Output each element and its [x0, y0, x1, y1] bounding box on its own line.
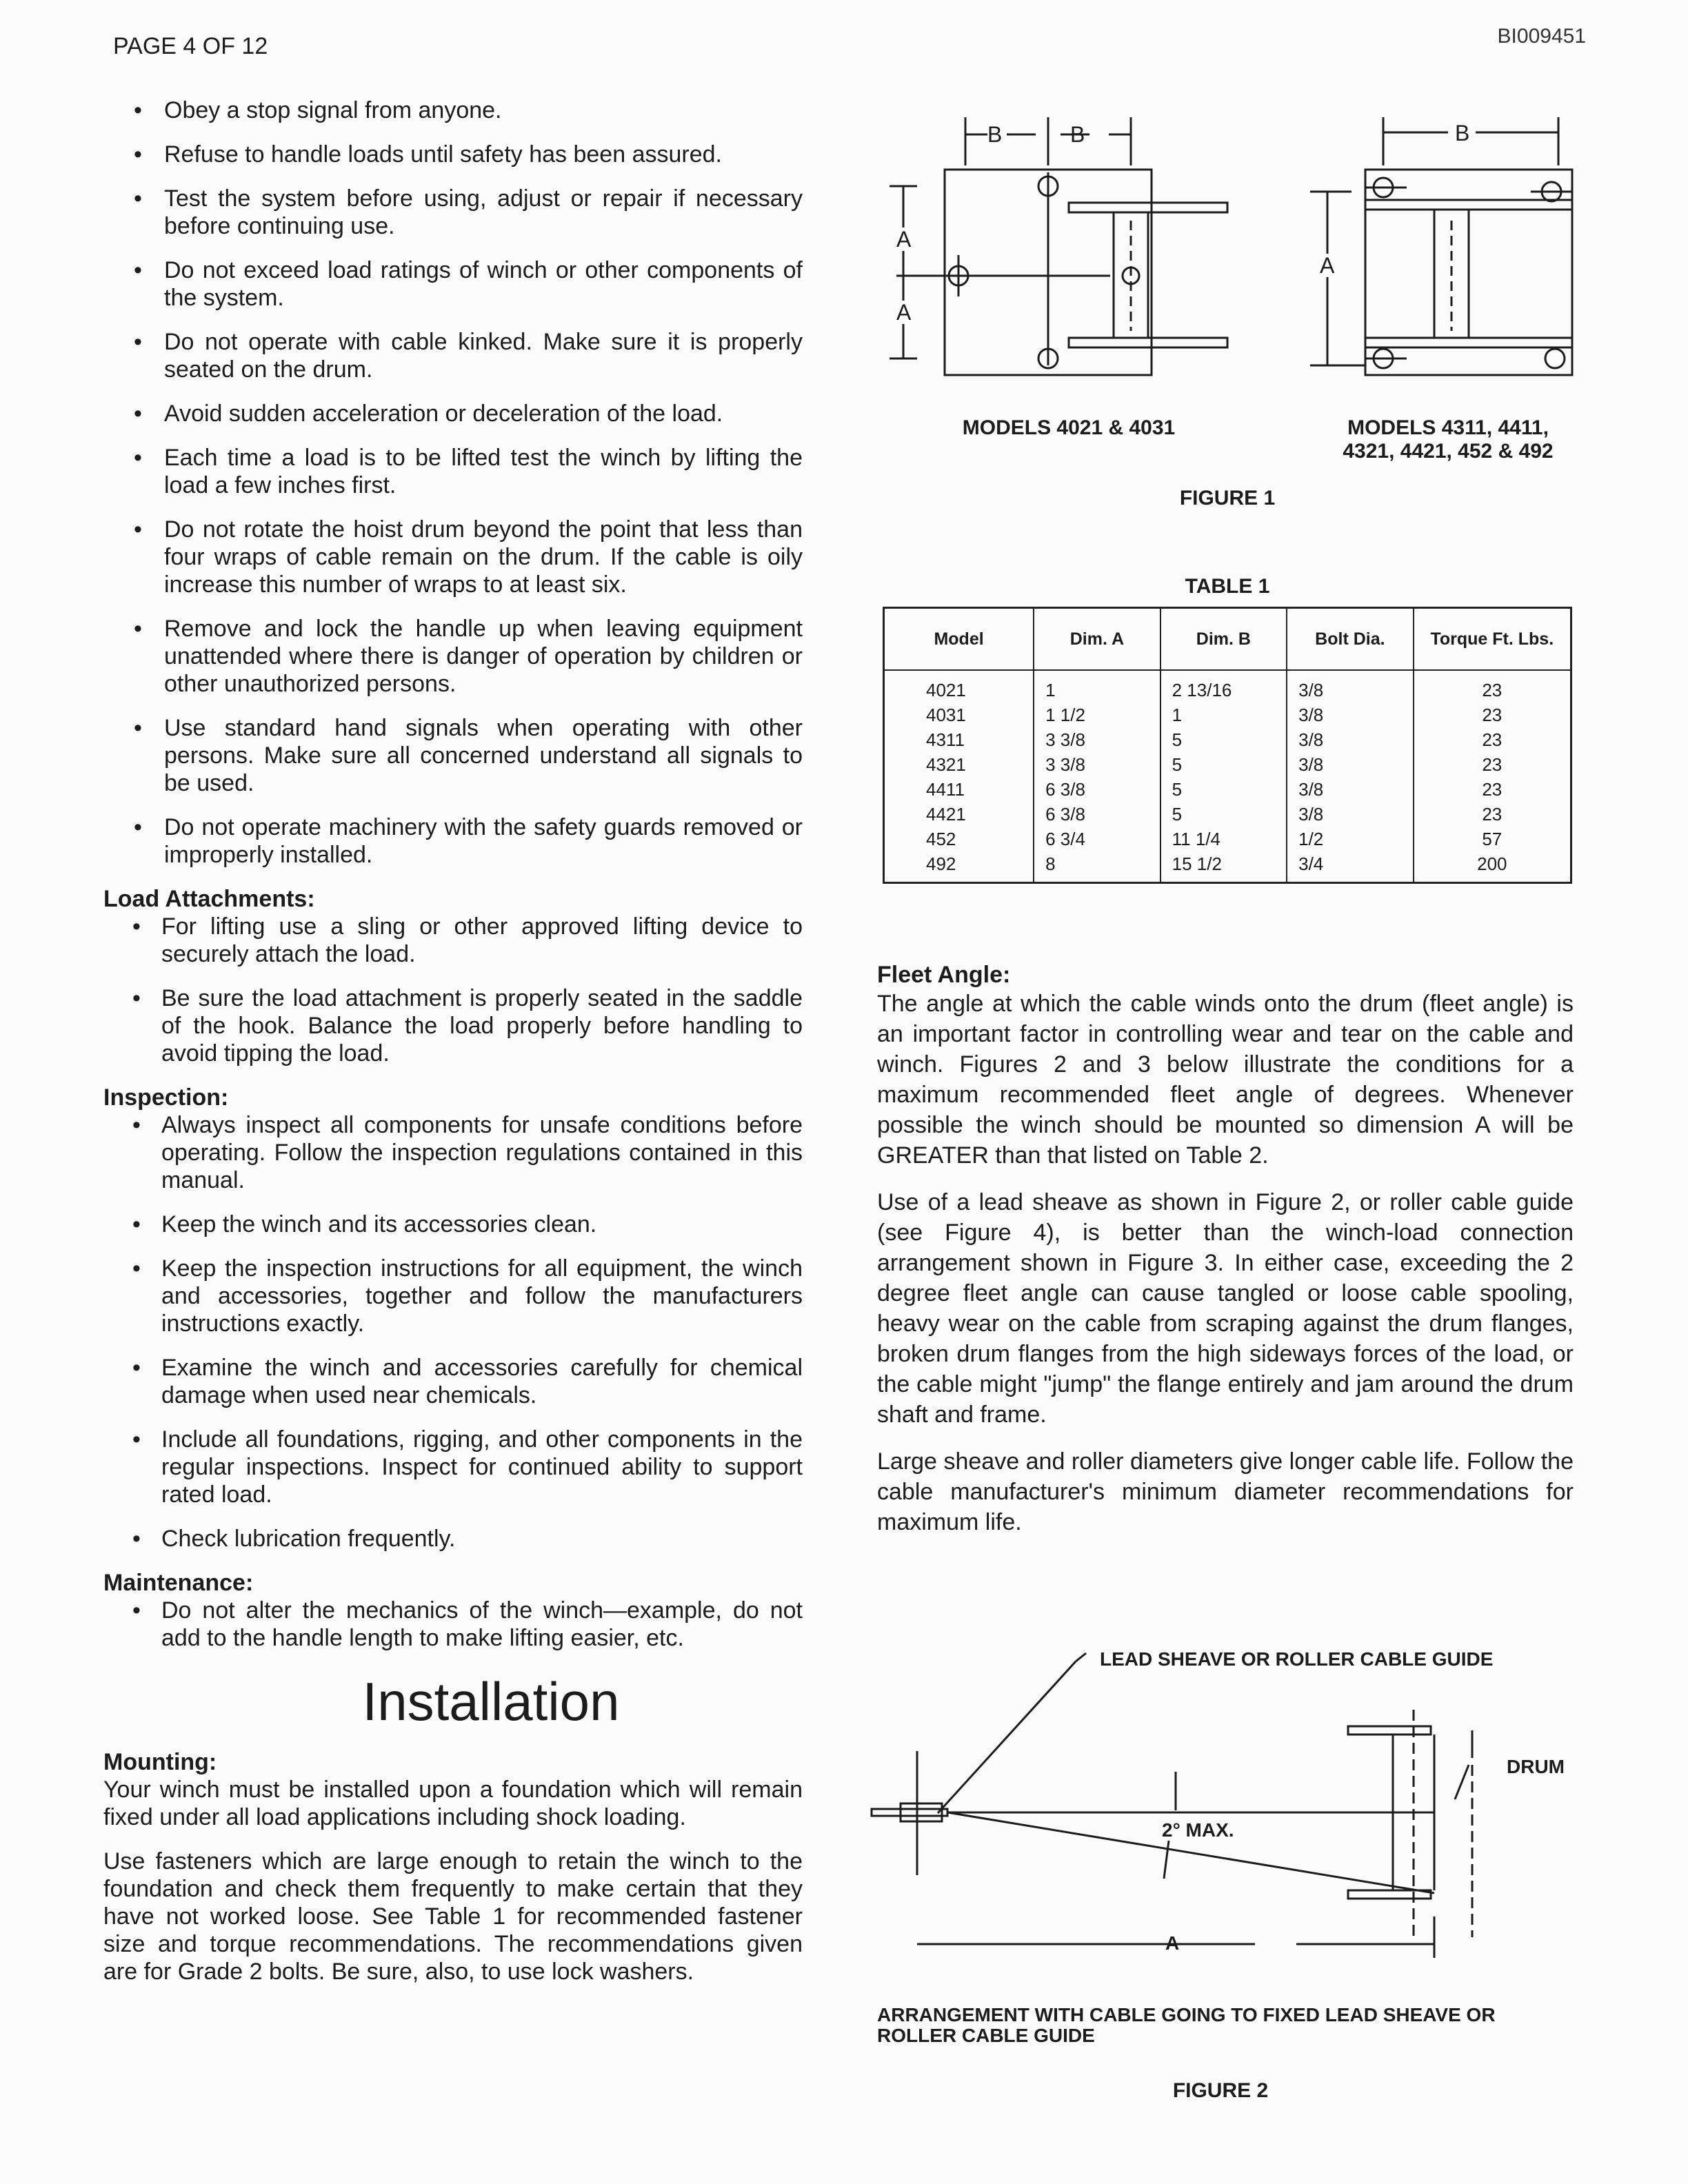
- table-cell: 2 13/16: [1160, 670, 1287, 702]
- table-cell: 1 1/2: [1034, 702, 1160, 727]
- dim-a-label: A: [1320, 253, 1335, 278]
- column-header: Dim. B: [1160, 608, 1287, 671]
- table-cell: 11 1/4: [1160, 827, 1287, 851]
- table-cell: 4421: [926, 803, 966, 825]
- lead-sheave-paragraph: Use of a lead sheave as shown in Figure 2, or roller cable guide (see Figure 4), is better than the winch-load connection arrangement shown in Figure 3. In either case, exceeding the 2 degree fleet angle can cause tangled or loose cable spooling, heavy wear on the cable from scraping against the drum flanges, broken drum flanges from the high sideways forces of the load, or the cable might "jump" the flange entirely and jam around the drum shaft and frame.: [877, 1189, 1574, 1428]
- table-cell: 492: [926, 853, 956, 874]
- dim-a-label: A: [896, 300, 912, 325]
- list-item: • Do not operate machinery with the safety guards removed or improperly installed.: [103, 813, 803, 869]
- lead-sheave-label: LEAD SHEAVE OR ROLLER CABLE GUIDE: [1100, 1648, 1494, 1670]
- drum-leader-line: [1455, 1765, 1469, 1799]
- table-cell: 15 1/2: [1160, 851, 1287, 883]
- maintenance-list: [103, 1597, 803, 1652]
- table-cell: 23: [1414, 777, 1571, 802]
- dim-a-label: A: [1165, 1932, 1180, 1954]
- list-item: • Test the system before using, adjust or repair if necessary before continuing use.: [103, 185, 803, 240]
- document-id: BI009451: [1497, 25, 1586, 48]
- inspection-heading: Inspection:: [103, 1084, 229, 1111]
- table-cell: 3/8: [1287, 702, 1414, 727]
- table-cell: 4311: [926, 729, 965, 750]
- column-header: Dim. A: [1034, 608, 1160, 671]
- installation-title: Installation: [362, 1671, 620, 1732]
- mounting-paragraph: Your winch must be installed upon a foundation which will remain fixed under all load applications including shock loading.: [103, 1777, 803, 1830]
- mounting-heading: Mounting:: [103, 1749, 217, 1775]
- table-cell: 1: [1034, 670, 1160, 702]
- list-item: • Remove and lock the handle up when leaving equipment unattended where there is danger of operation by children or other unauthorized persons.: [103, 615, 803, 698]
- list-item: • Always inspect all components for unsafe conditions before operating. Follow the inspection regulations contained in this manual.: [103, 1111, 803, 1194]
- table-cell: 23: [1414, 752, 1571, 777]
- column-header: Bolt Dia.: [1287, 608, 1414, 671]
- column-header: Torque Ft. Lbs.: [1414, 608, 1571, 671]
- list-item: • Each time a load is to be lifted test the winch by lifting the load a few inches first.: [103, 444, 803, 499]
- table-cell: 4321: [926, 754, 966, 775]
- list-item: • Avoid sudden acceleration or deceleration of the load.: [103, 400, 803, 427]
- list-item: • Refuse to handle loads until safety has been assured.: [103, 141, 803, 168]
- figure-1-title: FIGURE 1: [1179, 487, 1276, 509]
- table-cell: 3/8: [1287, 752, 1414, 777]
- table-cell: 200: [1414, 851, 1571, 883]
- winch-4021-4031-diagram: [890, 117, 1227, 375]
- inspection-list: [103, 1111, 803, 1553]
- sheave-diameter-paragraph: Large sheave and roller diameters give longer cable life. Follow the cable manufacturer's minimum diameter recommendations for maximum life.: [877, 1448, 1574, 1535]
- table-header-row: [884, 608, 1571, 671]
- table-cell: 3/8: [1287, 670, 1414, 702]
- table-cell: 3/8: [1287, 802, 1414, 827]
- list-item: • Do not operate with cable kinked. Make sure it is properly seated on the drum.: [103, 328, 803, 383]
- table-row: [884, 777, 1571, 802]
- fasteners-paragraph: Use fasteners which are large enough to retain the winch to the foundation and check them frequently to make certain that they have not worked loose. See Table 1 for recommended fastener size and torque recommendations. The recommendations given are for Grade 2 bolts. Be sure, also, to use lock washers.: [103, 1848, 803, 1985]
- fleet-angle-paragraph: The angle at which the cable winds onto the drum (fleet angle) is an important factor in controlling wear and tear on the cable and winch. Figures 2 and 3 below illustrate the conditions for a maximum recommended fleet angle of degrees. Whenever possible the winch should be mounted so dimension A will be GREATER than that listed on Table 2.: [877, 991, 1574, 1169]
- table-row: [884, 727, 1571, 752]
- drum-label: DRUM: [1507, 1756, 1565, 1777]
- list-item: • Examine the winch and accessories carefully for chemical damage when used near chemicals.: [103, 1354, 803, 1409]
- list-item: • Include all foundations, rigging, and other components in the regular inspections. Inspect for continued ability to support rated load.: [103, 1426, 803, 1508]
- table-cell: 23: [1414, 702, 1571, 727]
- table-cell: 23: [1414, 727, 1571, 752]
- left-column: [103, 97, 803, 2002]
- table-cell: 5: [1160, 802, 1287, 827]
- table-cell: 3/8: [1287, 777, 1414, 802]
- list-item: • Do not rotate the hoist drum beyond the point that less than four wraps of cable remain on the drum. If the cable is oily increase this number of wraps to at least six.: [103, 516, 803, 598]
- table-row: [884, 851, 1571, 883]
- table-cell: 5: [1160, 727, 1287, 752]
- table-cell: 4021: [926, 679, 966, 700]
- dim-a-label: A: [896, 227, 912, 252]
- table-cell: 452: [926, 828, 956, 849]
- table-cell: 6 3/8: [1034, 802, 1160, 827]
- fleet-angle-heading: Fleet Angle:: [877, 962, 1011, 988]
- figure-1-caption-left: MODELS 4021 & 4031: [962, 416, 1176, 439]
- figure-2-caption-1: ARRANGEMENT WITH CABLE GOING TO FIXED LEAD SHEAVE OR: [877, 2004, 1496, 2025]
- load-attachments-list: [103, 913, 803, 1067]
- list-item: • Keep the inspection instructions for all equipment, the winch and accessories, together and follow the manufacturers instructions exactly.: [103, 1255, 803, 1337]
- dim-b-label: B: [1455, 121, 1470, 145]
- table-cell: 6 3/4: [1034, 827, 1160, 851]
- list-item: • Be sure the load attachment is properly seated in the saddle of the hook. Balance the load properly before handling to avoid tipping the load.: [103, 984, 803, 1067]
- table-cell: 1: [1160, 702, 1287, 727]
- drum-flange-top: [1348, 1726, 1431, 1735]
- figure-1-caption-right-1: MODELS 4311, 4411,: [1347, 416, 1549, 439]
- table-cell: 6 3/8: [1034, 777, 1160, 802]
- sheave-leader-line: [938, 1661, 1076, 1813]
- table-cell: 3/4: [1287, 851, 1414, 883]
- figure-2-title: FIGURE 2: [1172, 2079, 1269, 2102]
- table-row: [884, 802, 1571, 827]
- dim-b-label: B: [1070, 122, 1085, 147]
- table-cell: 23: [1414, 670, 1571, 702]
- list-item: • Do not alter the mechanics of the winch—example, do not add to the handle length to make lifting easier, etc.: [103, 1597, 803, 1652]
- figure-2-caption-2: ROLLER CABLE GUIDE: [877, 2025, 1095, 2046]
- table-cell: 3 3/8: [1034, 752, 1160, 777]
- page-number: PAGE 4 OF 12: [113, 33, 268, 59]
- table-row: [884, 670, 1571, 702]
- list-item: • Use standard hand signals when operating with other persons. Make sure all concerned understand all signals to be used.: [103, 714, 803, 797]
- fleet-angle-label: 2° MAX.: [1162, 1819, 1234, 1841]
- table-row: [884, 827, 1571, 851]
- figure-1-drawing: [883, 103, 1586, 407]
- table-row: [884, 702, 1571, 727]
- table-cell: 4411: [926, 778, 965, 800]
- table-cell: 8: [1034, 851, 1160, 883]
- table-row: [884, 752, 1571, 777]
- table-1-title: TABLE 1: [1185, 575, 1270, 598]
- lead-sheave: [872, 1809, 947, 1816]
- table-cell: 5: [1160, 777, 1287, 802]
- fleet-angle-section: [877, 961, 1574, 1554]
- table-cell: 4031: [926, 704, 966, 725]
- winch-4311-492-diagram: [1310, 117, 1572, 375]
- load-attachments-heading: Load Attachments:: [103, 886, 315, 912]
- dim-b-label: B: [987, 122, 1003, 147]
- figure-2-drawing: [862, 1641, 1593, 1985]
- maintenance-heading: Maintenance:: [103, 1570, 254, 1596]
- fastener-torque-table: [883, 607, 1572, 884]
- list-item: • Keep the winch and its accessories clean.: [103, 1211, 803, 1238]
- list-item: • Obey a stop signal from anyone.: [103, 97, 803, 124]
- drum-flange-bottom: [1348, 1890, 1431, 1899]
- table-cell: 3/8: [1287, 727, 1414, 752]
- column-header: Model: [884, 608, 1034, 671]
- table-cell: 57: [1414, 827, 1571, 851]
- safety-list: [103, 97, 803, 869]
- figure-1-caption-right-2: 4321, 4421, 452 & 492: [1343, 440, 1554, 463]
- table-cell: 3 3/8: [1034, 727, 1160, 752]
- list-item: • Do not exceed load ratings of winch or other components of the system.: [103, 256, 803, 312]
- table-cell: 1/2: [1287, 827, 1414, 851]
- list-item: • For lifting use a sling or other approved lifting device to securely attach the load.: [103, 913, 803, 968]
- table-cell: 23: [1414, 802, 1571, 827]
- list-item: • Check lubrication frequently.: [103, 1525, 803, 1553]
- table-cell: 5: [1160, 752, 1287, 777]
